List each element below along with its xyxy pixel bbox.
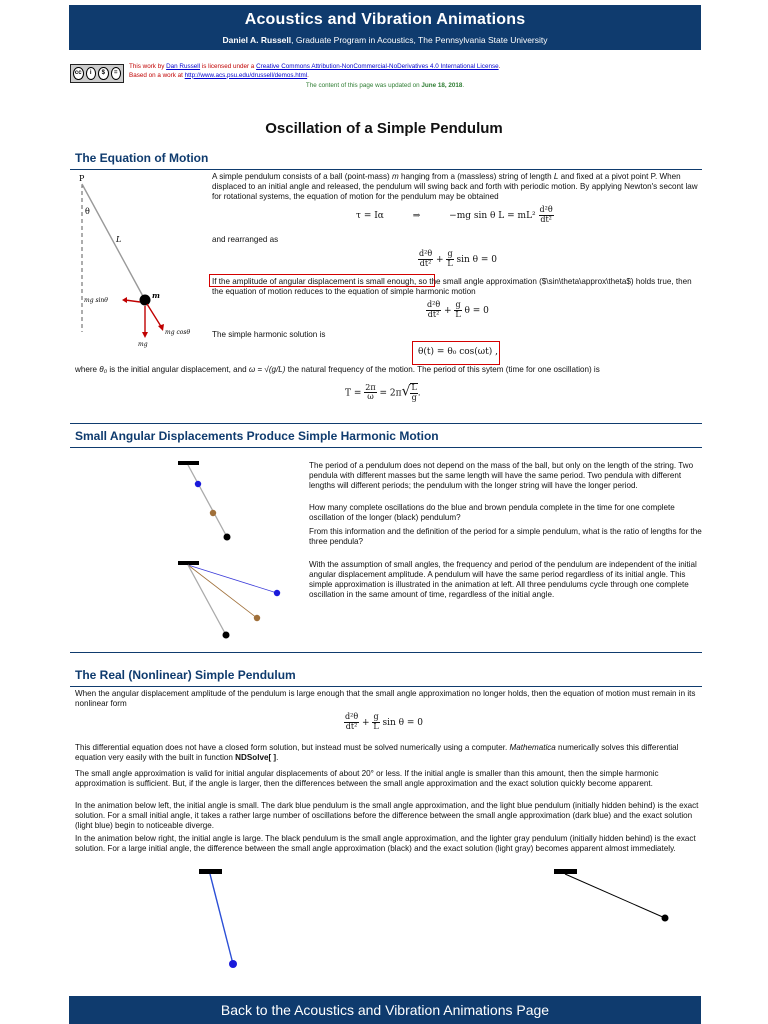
- eq2-num: d²θ: [419, 249, 433, 258]
- pendulum-mass: [140, 295, 151, 306]
- eq6-frac-2: [372, 713, 379, 732]
- pivot-label: P: [79, 174, 85, 183]
- license-text: [129, 63, 500, 80]
- eom-paragraph-3: [212, 277, 702, 297]
- eom-p5-mid: is the initial angular displacement, and: [107, 365, 249, 374]
- eom-p5-omega: ω = √(g/L): [248, 365, 286, 374]
- equation-shm: [426, 301, 489, 320]
- site-title: Acoustics and Vibration Animations: [244, 11, 526, 28]
- length-label: L: [116, 235, 122, 244]
- sam-paragraph-4: With the assumption of small angles, the frequency and period of the pendulum are independent of the initial angular displacement amplitude. A pendulum will have the same period regardless of its initial angle. This simple approximation is illustrated in the animation at left. All three pendulums cycle through one complete oscillation in the same amount of time, regardless of the initial angle.: [309, 560, 697, 600]
- updated-post: .: [462, 82, 465, 89]
- eq5-omega: ω: [367, 392, 374, 402]
- eq2-plus: +: [436, 254, 444, 265]
- eq2-den: dt²: [419, 258, 432, 268]
- pivot-bar: [178, 561, 199, 565]
- ball-brown: [210, 510, 216, 516]
- ball-blue: [229, 960, 237, 968]
- eq1-fraction: [539, 206, 554, 225]
- equation-period: T = $\frac{2\pi}{\omega}$ = 2π√ $\frac{L}{g}$ .: [345, 382, 421, 402]
- source-link[interactable]: http://www.acs.psu.edu/drussell/demos.html: [184, 71, 308, 79]
- eom-p1-m: m: [391, 172, 399, 181]
- eom-paragraph-1: [212, 172, 702, 202]
- ball-black: [224, 534, 231, 541]
- mass-label: m: [152, 291, 160, 300]
- string-black: [565, 874, 665, 918]
- string-black: [188, 465, 227, 537]
- eq6-num: d²θ: [345, 712, 359, 721]
- section-heading-equation-of-motion: The Equation of Motion: [75, 151, 209, 165]
- eom-p1-post: and fixed at a pivot point P. When displaced to an initial angle and released, the pendulum will swing back and forth with periodic motion. By applying Newton's secont law for rotational systems, the equation of motion for the pendulum may be obtained: [212, 172, 698, 202]
- page-title: Oscillation of a Simple Pendulum: [265, 120, 503, 137]
- ball-blue: [274, 590, 280, 596]
- pivot-bar: [554, 869, 577, 874]
- eq1-rhs: −mg sin θ L = mL²: [449, 210, 536, 221]
- section-divider: [70, 423, 702, 424]
- eq2-L: L: [447, 258, 453, 268]
- equation-newton: [356, 206, 554, 225]
- eq3-L: L: [455, 309, 461, 319]
- nl-p2-mid: numerically solves this differential equation very easily with the built in function: [75, 743, 679, 763]
- eq1-lhs: τ = Iα: [356, 210, 384, 221]
- force-cos-label: mg cosθ: [165, 329, 191, 336]
- eom-paragraph-4: The simple harmonic solution is: [212, 330, 326, 339]
- license-line2-post: .: [307, 71, 309, 79]
- author-line: [69, 35, 701, 46]
- updated-date: June 18, 2018: [421, 82, 463, 89]
- eom-p5-post: the natural frequency of the motion. The period of this sytem (time for one oscillation) is: [285, 365, 600, 374]
- eom-p5-theta0: θ₀: [99, 365, 108, 374]
- author-affiliation: , Graduate Program in Acoustics, The Pennsylvania State University: [291, 35, 548, 45]
- eq6-frac-1: [344, 713, 359, 732]
- eq5-frac-1: [364, 384, 376, 403]
- eq6-L: L: [373, 721, 379, 731]
- animation-small-angle: [190, 866, 250, 974]
- eq1-num: d²θ: [539, 205, 553, 214]
- equation-solution: θ(t) = θ₀ cos(ωt) ,: [418, 347, 498, 357]
- eom-p5-pre: where: [75, 365, 100, 374]
- license-line1-post: .: [498, 63, 501, 70]
- section-heading-small-angular: Small Angular Displacements Produce Simple Harmonic Motion: [75, 429, 439, 443]
- force-sin-label: mg sinθ: [84, 297, 108, 304]
- string-blue: [210, 874, 233, 964]
- eq3-tail: θ = 0: [464, 305, 489, 316]
- license-line2-pre: Based on a work at: [129, 71, 185, 79]
- angle-label: θ: [85, 207, 90, 216]
- nonlinear-paragraph-1: When the angular displacement amplitude of the pendulum is large enough that the small angle approximation no longer holds, then the equation of motion must remain in its nonlinear form: [75, 689, 696, 709]
- eq5-dot: .: [417, 388, 421, 399]
- author-name: Daniel A. Russell: [222, 35, 292, 45]
- author-link[interactable]: Dan Russell: [166, 63, 201, 70]
- eq3-den: dt²: [427, 309, 440, 319]
- license-link[interactable]: Creative Commons Attribution-NonCommercial-NoDerivatives 4.0 International License: [256, 63, 499, 70]
- sam-paragraph-1: The period of a pendulum does not depend on the mass of the ball, but only on the length of the string. Two pendula with different masses but the same length will have the same period. Two pendula with different lengths will different periods; the pendulum with the longer string will have the longer period.: [309, 461, 694, 491]
- force-sin-arrow: [125, 300, 140, 302]
- eq5-T: T =: [345, 388, 362, 399]
- section-heading-nonlinear: The Real (Nonlinear) Simple Pendulum: [75, 668, 296, 682]
- nl-p2-pre: This differential equation does not have a closed form solution, but instead must be solved numerically using a computer.: [75, 743, 510, 752]
- nonlinear-paragraph-5: In the animation below right, the initial angle is large. The black pendulum is the small angle approximation, and the lighter gray pendulum (initially hidden behind) is the exact solution. For a large initial angle, the difference between the small angle approximation (black) and the exact solution (light gray) becomes apparent almost immediately.: [75, 834, 696, 854]
- eom-p1-L: L: [553, 172, 559, 181]
- cc-license-badge[interactable]: [70, 64, 124, 83]
- eq2-frac-2: [446, 250, 453, 269]
- section-divider: [70, 169, 702, 170]
- sam-paragraph-3: From this information and the definition of the period for a simple pendulum, what is the ratio of lengths for the three pendula?: [309, 527, 702, 547]
- back-link-bar[interactable]: Back to the Acoustics and Vibration Animations Page: [69, 996, 701, 1024]
- string-brown: [188, 565, 257, 618]
- nl-p2-italic: Mathematica: [509, 743, 556, 752]
- eom-paragraph-2: and rearranged as: [212, 235, 279, 244]
- section-divider: [70, 686, 702, 687]
- eq2-tail: sin θ = 0: [456, 254, 498, 265]
- eq3-num: d²θ: [427, 300, 441, 309]
- nonlinear-paragraph-4: In the animation below left, the initial angle is small. The dark blue pendulum is the small angle approximation, and the light blue pendulum (initially hidden behind) is the exact solution. For a small initial angle, it takes a rather large number of oscillations before the difference between the small angle approximation (dark blue) and the exact solution (light blue) begin to noticeable diverge.: [75, 801, 699, 831]
- animation-different-lengths: [170, 455, 250, 545]
- nonlinear-paragraph-2: [75, 743, 705, 763]
- animation-different-amplitudes: [170, 555, 290, 645]
- nc-icon: $: [98, 67, 109, 80]
- eq3-g: g: [455, 300, 461, 309]
- eq1-den: dt²: [540, 214, 552, 224]
- updated-notice: [70, 82, 700, 90]
- eq1-arrow: ⇒: [412, 210, 421, 221]
- eq5-mid: = 2π: [379, 388, 402, 399]
- ball-blue: [195, 481, 201, 487]
- eom-p1-pre: A simple pendulum consists of a ball (point-mass): [212, 172, 392, 181]
- pivot-bar: [199, 869, 222, 874]
- equation-rearranged: [418, 250, 497, 269]
- header-banner: [69, 5, 701, 50]
- ball-brown: [254, 615, 260, 621]
- weight-label: mg: [138, 341, 148, 348]
- eq6-den: dt²: [345, 721, 358, 731]
- eq5-frac-2: [410, 383, 417, 403]
- force-cos-arrow: [147, 304, 162, 328]
- nl-p2-bold: NDSolve[ ]: [235, 753, 277, 763]
- pivot-bar: [178, 461, 199, 465]
- ball-black: [662, 915, 669, 922]
- eq3-plus: +: [444, 305, 452, 316]
- by-icon: i: [86, 67, 97, 80]
- eom-p3-post: so the small angle approximation ($\sin\theta\approx\theta$) holds true, then the equation of motion reduces to the equation of simple harmonic motion: [212, 277, 692, 297]
- animation-large-angle: [548, 866, 678, 926]
- eq5-L: L: [411, 383, 417, 392]
- eom-p1-mid: hanging from a (massless) string of length: [398, 172, 554, 181]
- eq6-tail: sin θ = 0: [382, 717, 424, 728]
- section-divider: [70, 652, 702, 653]
- cc-icon: cc: [73, 67, 84, 80]
- license-line1-pre: This work by: [129, 63, 167, 70]
- sam-paragraph-2: How many complete oscillations do the blue and brown pendula complete in the time for one complete oscillation of the longer (black) pendulum?: [309, 503, 675, 523]
- section-divider: [70, 447, 702, 448]
- nl-p2-post: .: [276, 753, 279, 763]
- ball-black: [223, 632, 230, 639]
- license-line1-mid: is licensed under a: [200, 63, 257, 70]
- eom-p3-highlight: If the amplitude of angular displacement is small enough,: [212, 277, 417, 286]
- pendulum-string: [82, 184, 145, 300]
- eom-paragraph-5: [75, 365, 705, 375]
- updated-pre: The content of this page was updated on: [305, 82, 422, 89]
- license-block: [70, 63, 700, 93]
- eq3-frac-1: [426, 301, 441, 320]
- eq5-2pi: 2π: [365, 382, 376, 392]
- pendulum-force-diagram: [70, 172, 205, 352]
- equation-nonlinear: [344, 713, 423, 732]
- eq6-plus: +: [362, 717, 370, 728]
- eq5-g: g: [411, 392, 417, 402]
- nonlinear-paragraph-3: The small angle approximation is valid for initial angular displacements of about 20° or less. If the initial angle is smaller than this amount, then the simple harmonic approximation is sufficient. But, if the angle is larger, then the differences between the small angle approximation and the exact solution quickly become apparent.: [75, 769, 659, 789]
- eq2-g: g: [447, 249, 453, 258]
- eq6-g: g: [373, 712, 379, 721]
- nd-icon: =: [111, 67, 122, 80]
- eq3-frac-2: [454, 301, 461, 320]
- eq2-frac-1: [418, 250, 433, 269]
